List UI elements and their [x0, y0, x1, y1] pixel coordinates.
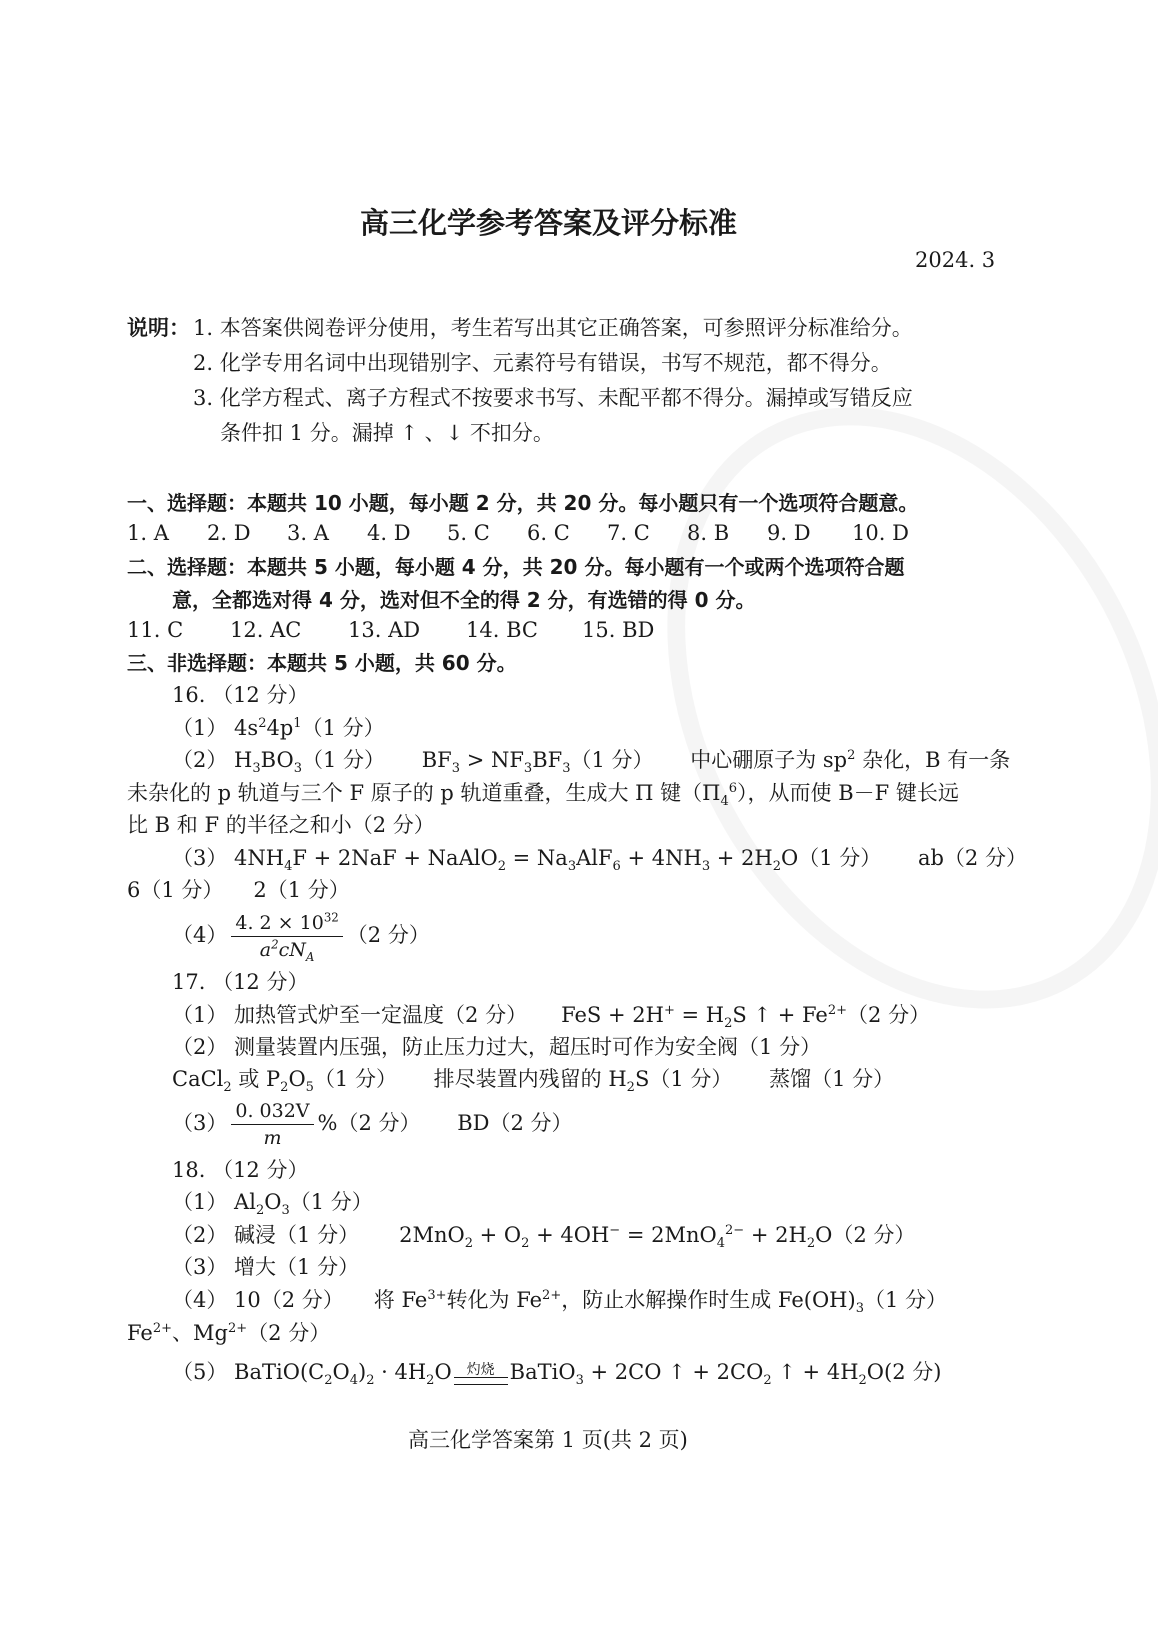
q16-p2-reason-tail: 杂化，B 有一条	[855, 748, 1011, 772]
q16-p1-score: （1 分）	[301, 716, 385, 740]
q16-part3-l2	[127, 875, 350, 905]
q17-p3-label: （3）	[172, 1111, 228, 1135]
q17-p2b-e: 蒸馏（1 分）	[769, 1067, 895, 1091]
q17-part2-l2: CaCl$_2$ 或 $P_2O_5(1$ 分） 排尽装置内残留的 $H_2S(1$ 分） 蒸馏（1 分）	[172, 1067, 895, 1096]
q16-p4-label: （4）	[172, 923, 228, 947]
q18-p5-cond-text: 灼烧	[466, 1362, 495, 1378]
answer-10: 10. D	[852, 521, 909, 545]
q17-p3-pct: %（2 分）	[317, 1111, 421, 1135]
answer-8: 8. B	[687, 521, 730, 545]
section-2-heading-b: 意，全都选对得 4 分，选对但不全的得 2 分，有选错的得 0 分。	[172, 588, 756, 612]
q16-part2-l2: 未杂化的 p 轨道与三个 F 原子的 p 轨道重叠，生成大 Π 键$(\Pi_4^6)$，从而使 B－F 键长远	[127, 781, 959, 810]
q16-p4-exp: 32	[323, 910, 339, 925]
q18-p1-label: （1）	[172, 1190, 228, 1214]
q18-part4: （4） 10（2 分） 将 $Fe^{3+}$转化为 $Fe^{2+}$，防止水解操作时生成 $Fe(OH)_3(1$ 分）	[172, 1288, 948, 1317]
answer-7: 7. C	[607, 521, 650, 545]
q16-part2: （2） $H_3BO_3(1$ 分） $BF_3 > NF_3BF_3(1$ 分） 中心硼原子为 $sp^2$ 杂化，B 有一条	[172, 748, 1011, 777]
q18-head: 18. （12 分）	[172, 1158, 309, 1182]
answer-14: 14. BC	[466, 618, 538, 642]
q17-p1-score: （2 分）	[847, 1003, 931, 1027]
q17-p3-bd: BD（2 分）	[457, 1111, 573, 1135]
q16-p3-label: （3）	[172, 846, 228, 870]
q16-p3-l2b: 2（1 分）	[253, 878, 350, 902]
answer-11: 11. C	[127, 618, 184, 642]
q17-p3-fraction	[231, 1098, 313, 1151]
section-2-heading-a: 二、选择题：本题共 5 小题，每小题 4 分，共 20 分。每小题有一个或两个选项符合题	[127, 555, 905, 579]
q16-p2-score1: （1 分）	[301, 748, 386, 772]
answer-12: 12. AC	[230, 618, 302, 642]
answer-1: 1. A	[127, 521, 169, 545]
answer-9: 9. D	[767, 521, 811, 545]
q17-p2b-b: （1 分）	[313, 1067, 397, 1091]
section-1-heading: 一、选择题：本题共 10 小题，每小题 2 分，共 20 分。每小题只有一个选项符合题意。	[127, 491, 919, 515]
q16-p2-label: （2）	[172, 748, 228, 772]
q17-p3-den: m	[263, 1127, 282, 1149]
q17-part1: （1） 加热管式炉至一定温度（2 分） FeS + $2H^+ = H_2S$ ↑ + $Fe^{2+}(2$ 分）	[172, 1003, 931, 1032]
q16-p3-score: （1 分）	[798, 846, 882, 870]
q17-p2b-a: 或 P	[238, 1067, 281, 1091]
q16-p3-ab: ab（2 分）	[917, 846, 1027, 870]
note-3a: 3. 化学方程式、离子方程式不按要求书写、未配平都不得分。漏掉或写错反应	[193, 386, 913, 410]
q16-part3: （3） $4NH_4F + 2NaF$ + NaAlO$_2$ = $Na_3AlF_6 + 4NH_3 + 2H_2O(1$ 分） ab（2 分）	[172, 846, 1027, 875]
q16-p4-fraction: $\frac{4. 2 \times 10^{32}}{a^2cN_A}$	[231, 910, 342, 963]
q18-part4-l2: $Fe^{2+}$、$Mg^{2+}(2$ 分）	[127, 1321, 331, 1345]
section-2-answers	[127, 615, 654, 645]
q16-part4	[172, 905, 430, 965]
q18-p2-score: （2 分）	[832, 1223, 916, 1247]
q16-head: 16. （12 分）	[172, 683, 309, 707]
q18-p5-score: (2 分)	[884, 1360, 942, 1384]
q16-p2-score2: （1 分）	[570, 748, 654, 772]
answer-3: 3. A	[287, 521, 329, 545]
q18-part5: （5） $BaTiO(C_2O_4)_2 \cdot 4H_2O$ 灼烧 BaTiO$_3$ + 2CO ↑ + $2CO_2$ ↑ + $4H_2O(2$ 分)	[172, 1350, 941, 1394]
q17-part3	[172, 1093, 573, 1153]
q16-p4-num: 4. 2 × 10	[235, 912, 324, 934]
q18-p4b-score: （2 分）	[247, 1321, 331, 1345]
answer-6: 6. C	[527, 521, 570, 545]
q16-part2-l3: 比 B 和 F 的半径之和小（2 分）	[127, 813, 435, 837]
q18-part3: （3） 增大（1 分）	[172, 1255, 360, 1279]
q17-p1-text: （1） 加热管式炉至一定温度（2 分）	[172, 1003, 528, 1027]
answer-15: 15. BD	[582, 618, 655, 642]
q16-p2-reason: 中心硼原子为 sp	[690, 748, 848, 772]
q18-p4-t4: （1 分）	[863, 1288, 948, 1312]
q16-part1: （1） $4s^24p^1(1$ 分）	[172, 716, 385, 740]
note-2: 2. 化学专用名词中出现错别字、元素符号有错误，书写不规范，都不得分。	[193, 351, 892, 375]
page-footer: 高三化学答案第 1 页(共 2 页)	[408, 1428, 688, 1452]
q17-p3-num: 0. 032V	[231, 1098, 313, 1125]
q16-p2-l2a: 未杂化的 p 轨道与三个 F 原子的 p 轨道重叠，生成大 Π 键（Π	[127, 781, 721, 805]
q18-part2: （2） 碱浸（1 分） $2MnO_2 + O_2 + 4OH^- = 2MnO_4^{2-} + 2H_2O(2$ 分）	[172, 1223, 916, 1252]
q18-p4-t1: 将 Fe	[373, 1288, 428, 1312]
q18-p4-label: （4） 10（2 分）	[172, 1288, 344, 1312]
section-3-heading: 三、非选择题：本题共 5 小题，共 60 分。	[127, 651, 517, 675]
section-1-answers	[127, 518, 909, 548]
q16-p3-l2a: 6（1 分）	[127, 878, 224, 902]
page-title: 高三化学参考答案及评分标准	[360, 206, 738, 240]
q18-p4-t3: ，防止水解操作时生成 Fe(OH)	[561, 1288, 856, 1312]
q18-p1-score: （1 分）	[289, 1190, 373, 1214]
q17-p2b-d: S（1 分）	[634, 1067, 733, 1091]
note-3b: 条件扣 1 分。漏掉 ↑ 、↓ 不扣分。	[220, 421, 554, 445]
notes-label: 说明：	[127, 316, 190, 340]
watermark-seal	[567, 320, 1158, 1096]
q18-p5-label: （5）	[172, 1360, 228, 1384]
answer-13: 13. AD	[348, 618, 421, 642]
answer-2: 2. D	[207, 521, 251, 545]
q17-head: 17. （12 分）	[172, 970, 309, 994]
note-1: 1. 本答案供阅卷评分使用，考生若写出其它正确答案，可参照评分标准给分。	[193, 316, 913, 340]
date: 2024. 3	[915, 248, 996, 272]
answer-5: 5. C	[447, 521, 490, 545]
q17-part2: （2） 测量装置内压强，防止压力过大，超压时可作为安全阀（1 分）	[172, 1035, 822, 1059]
q17-p2b-c: 排尽装置内残留的 H	[433, 1067, 627, 1091]
q18-p2-label: （2） 碱浸（1 分）	[172, 1223, 360, 1247]
q16-p4-score: （2 分）	[346, 923, 430, 947]
q16-p1-label: （1）	[172, 716, 228, 740]
q16-p2-l2b: ），从而使 B－F 键长远	[737, 781, 959, 805]
answer-4: 4. D	[367, 521, 411, 545]
q18-part1: （1） $Al_2O_3(1$ 分）	[172, 1190, 373, 1219]
q18-p4-t2: 转化为 Fe	[446, 1288, 543, 1312]
q18-p5-condition	[454, 1363, 508, 1394]
